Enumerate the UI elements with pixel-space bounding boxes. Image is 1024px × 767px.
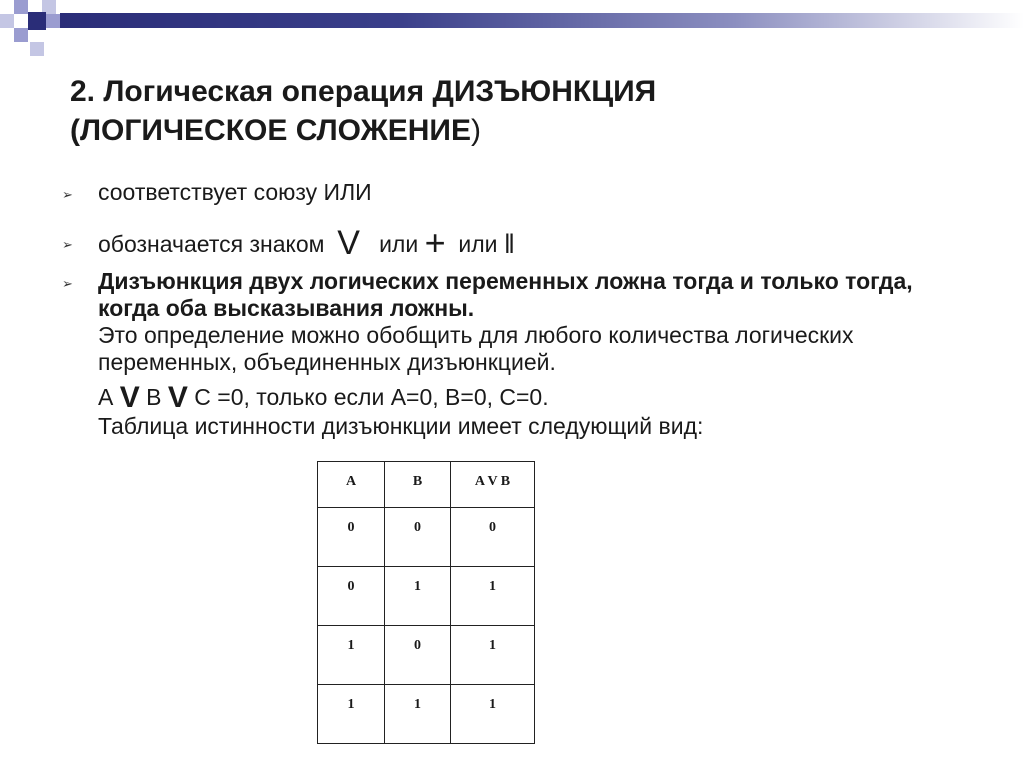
table-row <box>318 626 535 685</box>
table-cell: 1 <box>451 685 535 744</box>
bullet-1-text: соответствует союзу ИЛИ <box>98 179 372 205</box>
bullet-item <box>62 222 516 263</box>
or-word: или <box>379 231 419 257</box>
table-caption: Таблица истинности дизъюнкции имеет следующий вид: <box>98 413 704 439</box>
table-cell: 1 <box>318 626 385 685</box>
double-bar-symbol: ‖ <box>503 229 516 259</box>
plus-symbol: + <box>424 222 446 263</box>
deco-square <box>14 0 28 14</box>
table-cell: 1 <box>385 685 451 744</box>
table-header-cell: A V B <box>451 462 535 508</box>
table-header-cell: A <box>318 462 385 508</box>
table-row <box>318 685 535 744</box>
bullet-2-text: обозначается знаком <box>98 231 325 257</box>
table-row <box>318 567 535 626</box>
table-cell: 0 <box>318 508 385 567</box>
deco-square <box>30 42 44 56</box>
title-paren: ) <box>470 114 481 147</box>
deco-square <box>0 0 14 14</box>
deco-square <box>28 12 46 30</box>
table-cell: 1 <box>451 567 535 626</box>
deco-square <box>0 14 14 28</box>
table-header-cell: B <box>385 462 451 508</box>
generalization-text: Это определение можно обобщить для любого количества логических переменных, объединенных дизъюнкцией. <box>98 322 854 375</box>
arrow-bullet-icon: ➢ <box>62 237 73 252</box>
header-decoration <box>0 0 1024 60</box>
title-line-2-text: (ЛОГИЧЕСКОЕ СЛОЖЕНИЕ <box>70 114 471 147</box>
formula-rest: С =0, только если А=0, В=0, С=0. <box>194 384 549 410</box>
definition-bold-text: Дизъюнкция двух логических переменных ложна тогда и только тогда, когда оба высказывания ложны. <box>98 268 913 321</box>
bullet-item <box>62 268 962 440</box>
disjunction-symbol: V <box>119 381 140 414</box>
truth-table <box>317 461 535 744</box>
disjunction-symbol: V <box>337 224 360 262</box>
table-cell: 0 <box>318 567 385 626</box>
formula-var-b: В <box>146 384 162 410</box>
formula-line <box>98 381 962 414</box>
table-cell: 0 <box>385 626 451 685</box>
deco-square <box>14 28 28 42</box>
bullet-item <box>62 179 372 206</box>
table-row <box>318 508 535 567</box>
slide-title <box>70 72 970 150</box>
arrow-bullet-icon: ➢ <box>62 187 73 202</box>
table-header-row <box>318 462 535 508</box>
title-line-2 <box>70 111 970 150</box>
disjunction-symbol: V <box>167 381 188 414</box>
or-word: или <box>458 231 498 257</box>
header-gradient-bar <box>60 13 1024 28</box>
table-cell: 0 <box>385 508 451 567</box>
title-line-1: 2. Логическая операция ДИЗЪЮНКЦИЯ <box>70 75 657 108</box>
formula-var-a: А <box>98 384 114 410</box>
table-cell: 1 <box>318 685 385 744</box>
table-cell: 0 <box>451 508 535 567</box>
table-cell: 1 <box>385 567 451 626</box>
table-cell: 1 <box>451 626 535 685</box>
arrow-bullet-icon: ➢ <box>62 276 73 291</box>
deco-square <box>46 14 60 28</box>
